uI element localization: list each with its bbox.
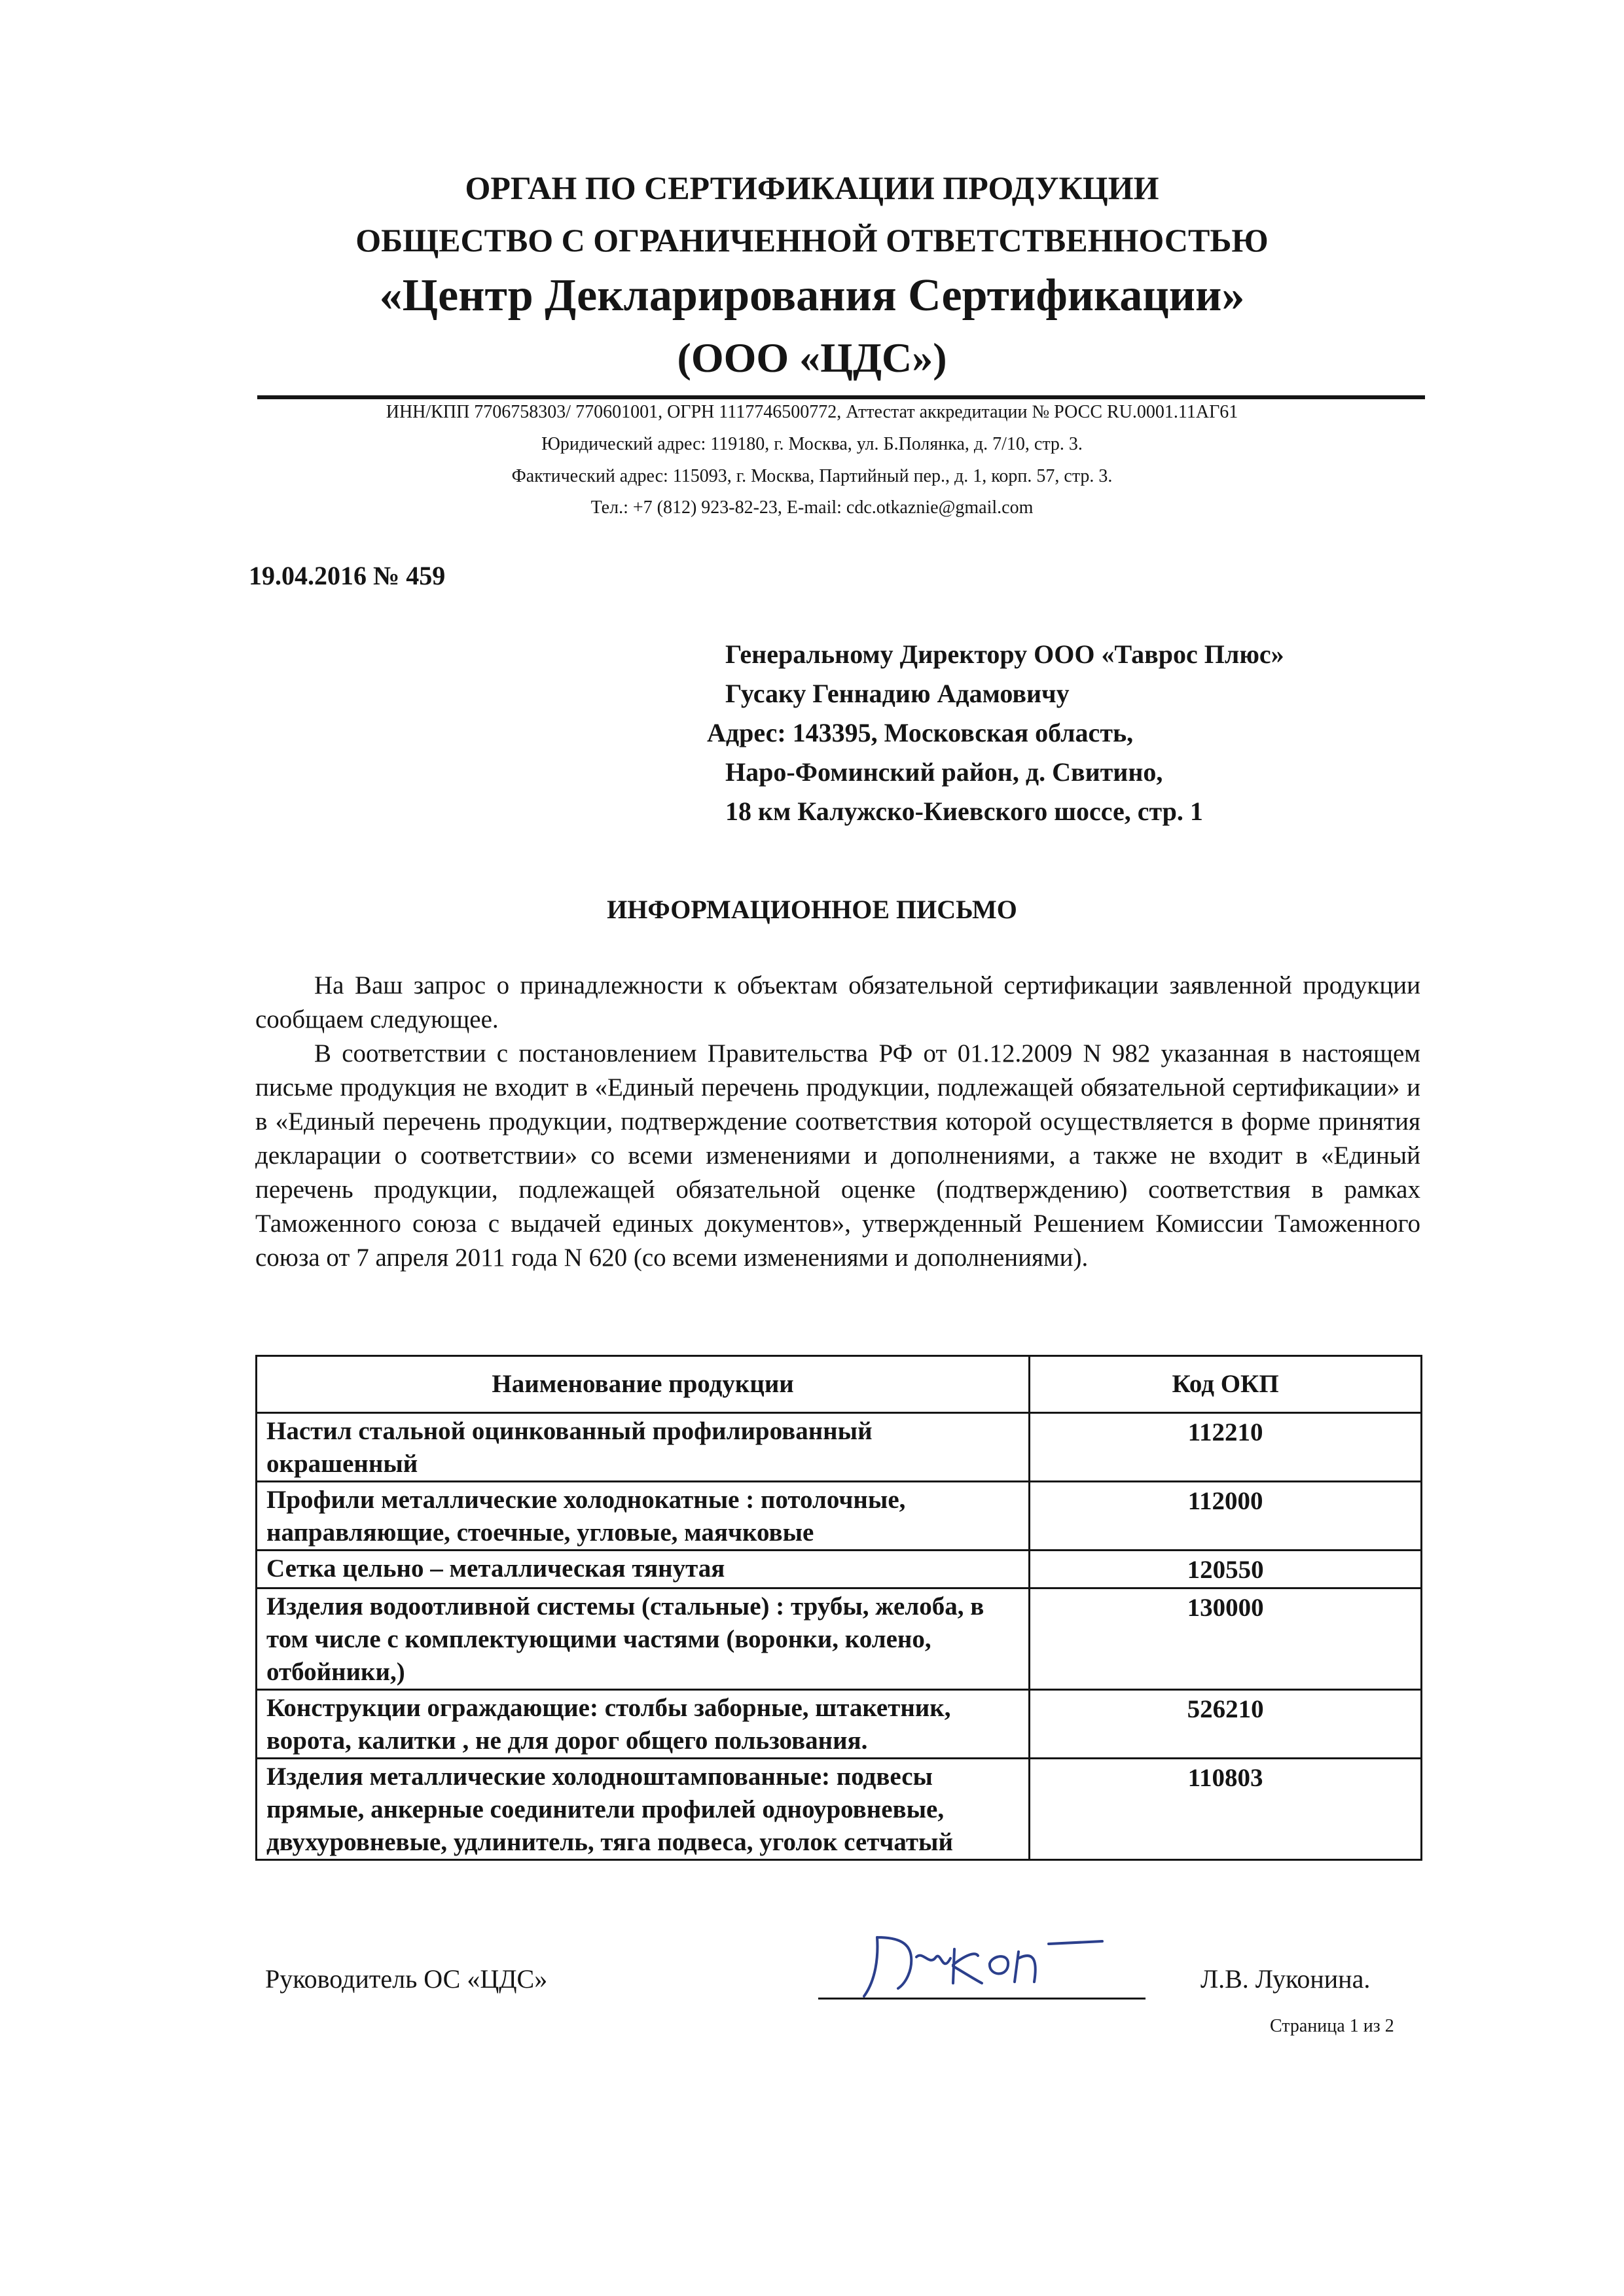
addressee-address-district: Наро-Фоминский район, д. Свитино, <box>725 757 1163 787</box>
table-row <box>257 1588 1422 1690</box>
addressee-address: Адрес: 143395, Московская область, <box>707 718 1134 747</box>
okp-code: 120550 <box>1030 1551 1422 1588</box>
product-name: Конструкции ограждающие: столбы заборные, штакетник, ворота, калитки , не для дорог общего пользования. <box>257 1690 1030 1759</box>
okp-code: 110803 <box>1030 1759 1422 1860</box>
okp-code: 112000 <box>1030 1482 1422 1551</box>
table-header-row <box>257 1356 1422 1413</box>
table-row <box>257 1759 1422 1860</box>
product-name: Настил стальной оцинкованный профилированный окрашенный <box>257 1413 1030 1482</box>
header-company-short: (ООО «ЦДС») <box>677 334 947 381</box>
signatory-role: Руководитель ОС «ЦДС» <box>265 1964 548 1994</box>
handwritten-signature <box>838 1918 1152 2003</box>
products-table <box>255 1355 1422 1861</box>
contacts: Тел.: +7 (812) 923-82-23, E-mail: cdc.otkaznie@gmail.com <box>590 497 1034 518</box>
header-authority: ОРГАН ПО СЕРТИФИКАЦИИ ПРОДУКЦИИ <box>465 170 1159 206</box>
column-header-okp-code: Код ОКП <box>1030 1356 1422 1413</box>
table-row <box>257 1551 1422 1588</box>
legal-address: Юридический адрес: 119180, г. Москва, ул. Б.Полянка, д. 7/10, стр. 3. <box>541 434 1083 454</box>
product-name: Профили металлические холоднокатные : потолочные, направляющие, стоечные, угловые, маячковые <box>257 1482 1030 1551</box>
page-number: Страница 1 из 2 <box>1270 2016 1394 2036</box>
product-name: Сетка цельно – металлическая тянутая <box>257 1551 1030 1588</box>
letter-body <box>255 969 1420 1275</box>
requisites-line: ИНН/КПП 7706758303/ 770601001, ОГРН 1117746500772, Аттестат аккредитации № РОСС RU.0001.11АГ61 <box>386 402 1238 422</box>
okp-code: 130000 <box>1030 1588 1422 1690</box>
table-row <box>257 1690 1422 1759</box>
body-paragraph-2: В соответствии с постановлением Правительства РФ от 01.12.2009 N 982 указанная в настоящем письме продукция не входит в «Единый перечень продукции, подлежащей обязательной сертификации» и в «Единый перечень продукции, подтверждение соответствия которой осуществляется в форме принятия декларации о соответствии» со всеми изменениями и дополнениями, а также не входит в «Единый перечень продукции, подлежащей обязательной оценке (подтверждению) соответствия в рамках Таможенного союза с выдачей единых документов», утвержденный Решением Комиссии Таможенного союза от 7 апреля 2011 года N 620 (со всеми изменениями и дополнениями). <box>255 1039 1420 1272</box>
addressee-name: Гусаку Геннадию Адамовичу <box>725 679 1070 708</box>
column-header-product-name: Наименование продукции <box>257 1356 1030 1413</box>
product-name: Изделия металлические холодноштампованные: подвесы прямые, анкерные соединители профилей одноуровневые, двухуровневые, удлинитель, тяга подвеса, уголок сетчатый <box>257 1759 1030 1860</box>
header-company-name: «Центр Декларирования Сертификации» <box>379 270 1245 321</box>
table-row <box>257 1413 1422 1482</box>
actual-address: Фактический адрес: 115093, г. Москва, Партийный пер., д. 1, корп. 57, стр. 3. <box>511 466 1113 486</box>
addressee-position: Генеральному Директору ООО «Таврос Плюс» <box>725 639 1284 669</box>
table-row <box>257 1482 1422 1551</box>
okp-code: 112210 <box>1030 1413 1422 1482</box>
signatory-name: Л.В. Луконина. <box>1200 1964 1371 1994</box>
product-name: Изделия водоотливной системы (стальные) : трубы, желоба, в том числе с комплектующими частями (воронки, колено, отбойники,) <box>257 1588 1030 1690</box>
addressee-address-street: 18 км Калужско-Киевского шоссе, стр. 1 <box>725 797 1203 826</box>
body-paragraph-1: На Ваш запрос о принадлежности к объектам обязательной сертификации заявленной продукции сообщаем следующее. <box>255 971 1420 1033</box>
document-title: ИНФОРМАЦИОННОЕ ПИСЬМО <box>607 895 1017 924</box>
okp-code: 526210 <box>1030 1690 1422 1759</box>
header-company-form: ОБЩЕСТВО С ОГРАНИЧЕННОЙ ОТВЕТСТВЕННОСТЬЮ <box>355 222 1269 259</box>
header-divider <box>257 395 1425 399</box>
letter-date-number: 19.04.2016 № 459 <box>249 561 446 590</box>
